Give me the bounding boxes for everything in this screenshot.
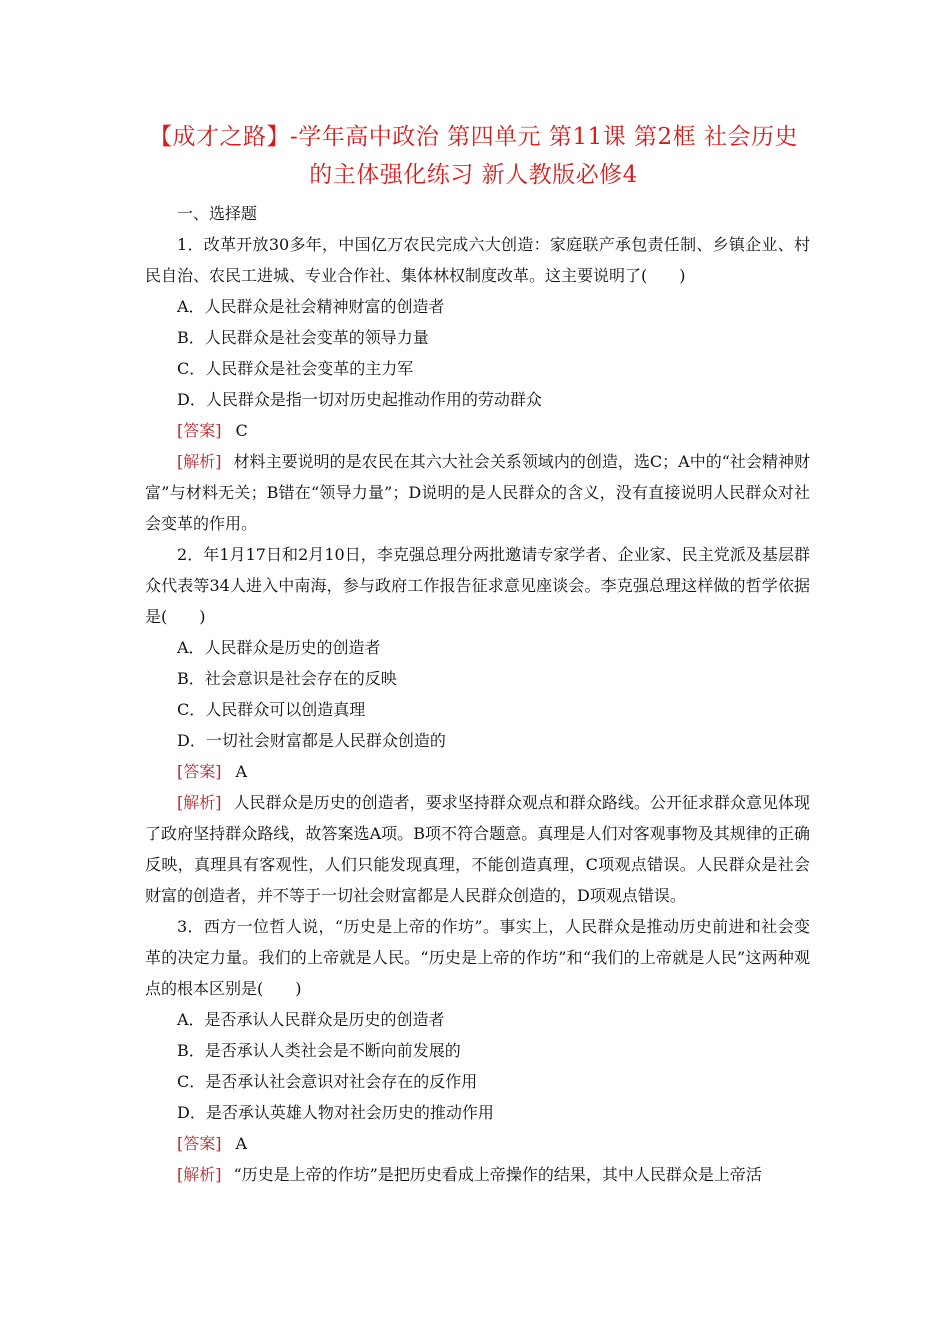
analysis-text: 人民群众是历史的创造者，要求坚持群众观点和群众路线。公开征求群众意见体现了政府坚持群众路线，故答案选A项。B项不符合题意。真理是人们对客观事物及其规律的正确反映，真理具有客观性，人们只能发现真理，不能创造真理，C项观点错误。人民群众是社会财富的创造者，并不等于一切社会财富都是人民群众创造的，D项观点错误。 — [145, 793, 810, 905]
question-stem: 3．西方一位哲人说，“历史是上帝的作坊”。事实上，人民群众是推动历史前进和社会变革的决定力量。我们的上帝就是人民。“历史是上帝的作坊”和“我们的上帝就是人民”这两种观点的根本区别是( ) — [145, 917, 810, 998]
option-d: D．是否承认英雄人物对社会历史的推动作用 — [177, 1103, 494, 1122]
title-line-2: 的主体强化练习 新人教版必修4 — [309, 162, 638, 188]
answer-label: [答案] — [177, 1134, 222, 1153]
option-b: B．是否承认人类社会是不断向前发展的 — [177, 1041, 461, 1060]
analysis-paragraph — [145, 446, 810, 539]
answer-label: [答案] — [177, 421, 222, 440]
question-stem: 2．年1月17日和2月10日，李克强总理分两批邀请专家学者、企业家、民主党派及基层群众代表等34人进入中南海，参与政府工作报告征求意见座谈会。李克强总理这样做的哲学依据是( ) — [145, 545, 810, 626]
option-a: A．人民群众是历史的创造者 — [177, 638, 381, 657]
analysis-text: 材料主要说明的是农民在其六大社会关系领域内的创造，选C；A中的“社会精神财富”与材料无关；B错在“领导力量”；D说明的是人民群众的含义，没有直接说明人民群众对社会变革的作用。 — [145, 452, 810, 533]
option-d: D．一切社会财富都是人民群众创造的 — [177, 731, 446, 750]
question-1 — [145, 229, 810, 539]
option-c: C．人民群众是社会变革的主力军 — [177, 359, 414, 378]
document-title — [137, 118, 810, 194]
section-heading: 一、选择题 — [177, 204, 258, 223]
analysis-paragraph — [145, 787, 810, 911]
option-b: B．社会意识是社会存在的反映 — [177, 669, 397, 688]
answer-line — [145, 756, 810, 787]
analysis-label: [解析] — [177, 1165, 222, 1184]
answer-line — [145, 1128, 810, 1159]
answer-value: A — [235, 762, 248, 781]
option-c: C．人民群众可以创造真理 — [177, 700, 366, 719]
answer-label: [答案] — [177, 762, 222, 781]
option-d: D．人民群众是指一切对历史起推动作用的劳动群众 — [177, 390, 542, 409]
title-line-1: 【成才之路】-学年高中政治 第四单元 第11课 第2框 社会历史 — [149, 124, 798, 150]
analysis-text: “历史是上帝的作坊”是把历史看成上帝操作的结果，其中人民群众是上帝活 — [233, 1165, 762, 1184]
analysis-paragraph — [145, 1159, 810, 1190]
question-stem: 1．改革开放30多年，中国亿万农民完成六大创造：家庭联产承包责任制、乡镇企业、村民自治、农民工进城、专业合作社、集体林权制度改革。这主要说明了( ) — [145, 235, 810, 285]
analysis-label: [解析] — [177, 793, 222, 812]
option-c: C．是否承认社会意识对社会存在的反作用 — [177, 1072, 478, 1091]
answer-value: C — [235, 421, 248, 440]
analysis-label: [解析] — [177, 452, 222, 471]
document-page — [145, 118, 810, 1190]
answer-value: A — [235, 1134, 248, 1153]
answer-line — [145, 415, 810, 446]
option-b: B．人民群众是社会变革的领导力量 — [177, 328, 429, 347]
option-a: A．人民群众是社会精神财富的创造者 — [177, 297, 445, 316]
question-2 — [145, 539, 810, 911]
question-3 — [145, 911, 810, 1190]
option-a: A．是否承认人民群众是历史的创造者 — [177, 1010, 445, 1029]
